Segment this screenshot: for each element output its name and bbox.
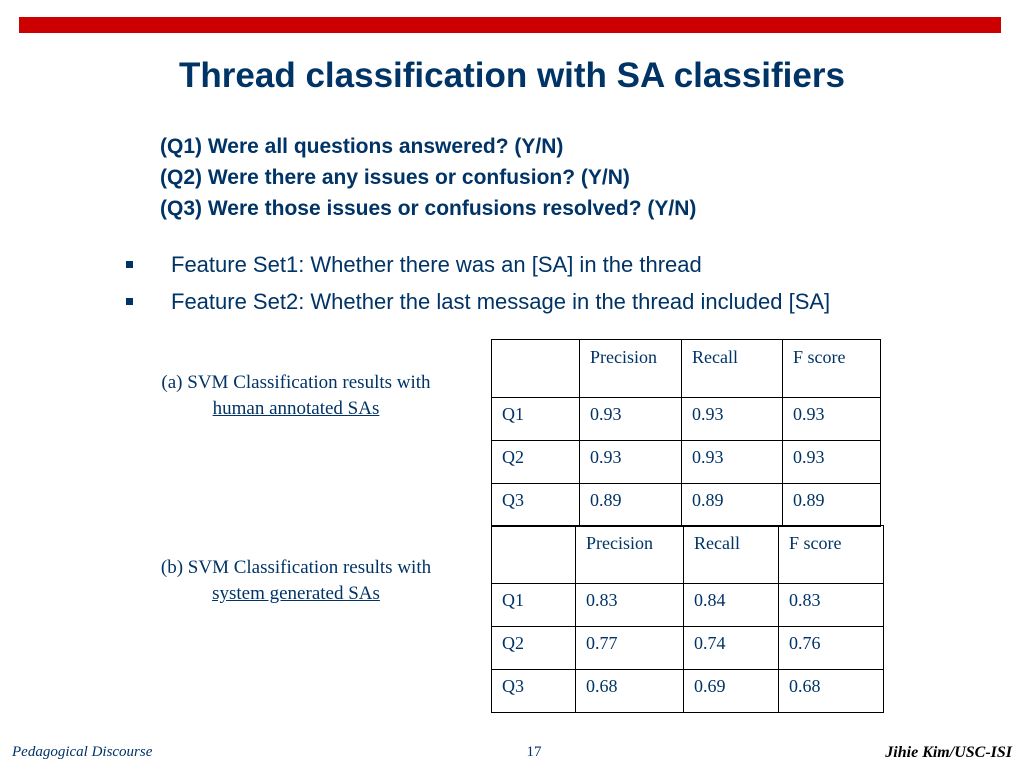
- cell-fscore: 0.83: [779, 584, 884, 627]
- bullet-text: Feature Set1: Whether there was an [SA] in the thread: [171, 252, 702, 277]
- cell-recall: 0.84: [684, 584, 779, 627]
- results-table-system-generated: [491, 525, 884, 713]
- cell-recall: 0.93: [682, 441, 783, 484]
- table-row: [492, 398, 881, 441]
- cell-precision: 0.93: [580, 398, 682, 441]
- cell-recall: 0.74: [684, 627, 779, 670]
- question-q1: (Q1) Were all questions answered? (Y/N): [160, 135, 564, 158]
- table-row: [492, 584, 884, 627]
- row-label: Q2: [492, 627, 576, 670]
- header-cell-empty: [492, 526, 576, 584]
- cell-fscore: 0.89: [783, 484, 881, 527]
- cell-recall: 0.89: [682, 484, 783, 527]
- cell-precision: 0.77: [576, 627, 684, 670]
- bullet-text: Feature Set2: Whether the last message in the thread included [SA]: [171, 289, 831, 314]
- table-row: [492, 441, 881, 484]
- header-cell-empty: [492, 340, 580, 398]
- cell-precision: 0.68: [576, 670, 684, 713]
- cell-recall: 0.93: [682, 398, 783, 441]
- cell-fscore: 0.76: [779, 627, 884, 670]
- square-bullet-icon: [126, 261, 133, 268]
- table-header-row: [492, 526, 884, 584]
- header-cell-recall: Recall: [684, 526, 779, 584]
- header-cell-recall: Recall: [682, 340, 783, 398]
- header-cell-precision: Precision: [580, 340, 682, 398]
- cell-precision: 0.89: [580, 484, 682, 527]
- row-label: Q3: [492, 484, 580, 527]
- footer-author: Jihie Kim/USC-ISI: [885, 744, 1012, 761]
- row-label: Q3: [492, 670, 576, 713]
- cell-fscore: 0.68: [779, 670, 884, 713]
- header-cell-precision: Precision: [576, 526, 684, 584]
- table-a-caption: [126, 370, 466, 422]
- question-q2: (Q2) Were there any issues or confusion? (Y/N): [160, 166, 630, 189]
- table-a-caption-line1: (a) SVM Classification results with: [161, 372, 431, 393]
- row-label: Q2: [492, 441, 580, 484]
- table-row: [492, 484, 881, 527]
- footer-page-number: 17: [526, 744, 542, 760]
- cell-precision: 0.83: [576, 584, 684, 627]
- cell-fscore: 0.93: [783, 398, 881, 441]
- table-row: [492, 627, 884, 670]
- table-a-caption-line2: human annotated SAs: [212, 398, 380, 419]
- question-q3: (Q3) Were those issues or confusions resolved? (Y/N): [160, 197, 697, 220]
- square-bullet-icon: [126, 298, 133, 305]
- row-label: Q1: [492, 398, 580, 441]
- footer-course-title: Pedagogical Discourse: [12, 744, 153, 760]
- table-b-caption-line2: system generated SAs: [212, 583, 380, 604]
- slide-title: Thread classification with SA classifiers: [179, 56, 845, 95]
- table-row: [492, 670, 884, 713]
- row-label: Q1: [492, 584, 576, 627]
- top-accent-bar: [19, 17, 1001, 33]
- cell-recall: 0.69: [684, 670, 779, 713]
- questions-block: [160, 131, 696, 224]
- table-header-row: [492, 340, 881, 398]
- results-table-human-annotated: [491, 339, 881, 527]
- cell-precision: 0.93: [580, 441, 682, 484]
- header-cell-fscore: F score: [783, 340, 881, 398]
- header-cell-fscore: F score: [779, 526, 884, 584]
- table-b-caption: [126, 555, 466, 607]
- cell-fscore: 0.93: [783, 441, 881, 484]
- table-b-caption-line1: (b) SVM Classification results with: [160, 557, 432, 578]
